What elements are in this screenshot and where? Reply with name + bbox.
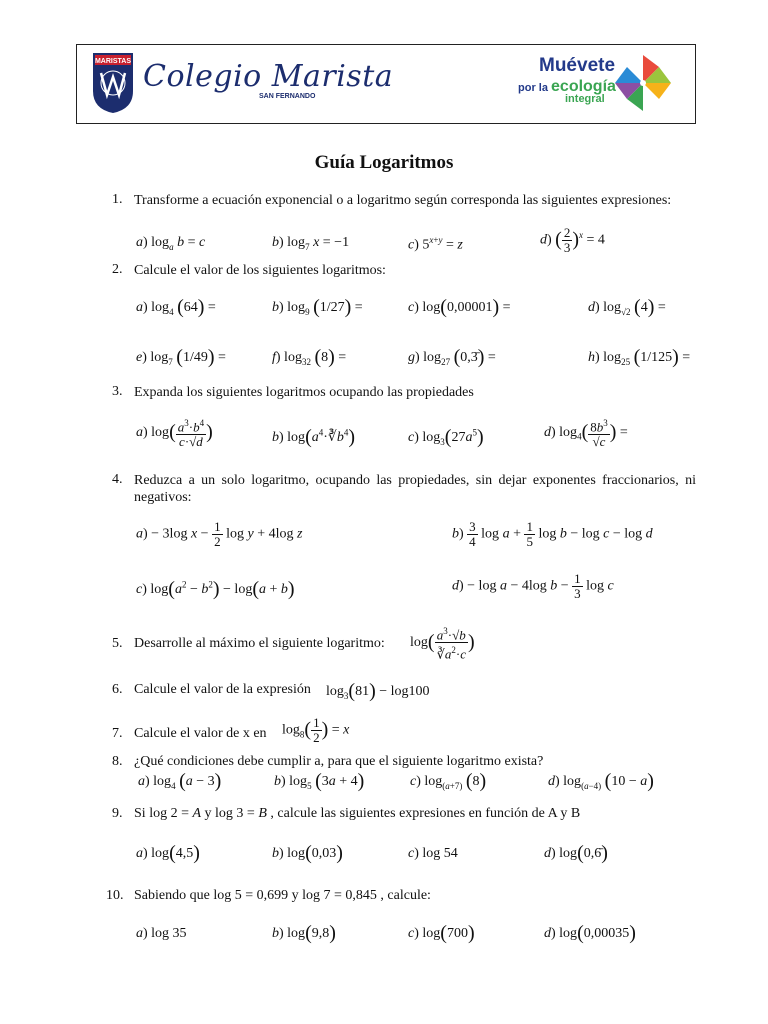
q8-number: 8. bbox=[112, 754, 123, 769]
q9-d: d) log(0,6̄) bbox=[544, 842, 608, 864]
q7-number: 7. bbox=[112, 726, 123, 741]
q1-a: a) $\log_a b = c$ bbox=[136, 235, 206, 252]
q2-h: h) $\log_{25} (1/125)$ = bbox=[588, 346, 691, 368]
page-title: Guía Logaritmos bbox=[314, 152, 454, 173]
campaign-line3: integral bbox=[565, 93, 605, 105]
q7-text: Calcule el valor de x en bbox=[134, 726, 267, 741]
school-name: Colegio Marista bbox=[143, 59, 394, 94]
q1-c: c) $5^{x+y} = z$ bbox=[408, 235, 463, 253]
q2-g: g) $\log_{27}$ (0,3̄) = bbox=[408, 346, 496, 368]
q8-text: ¿Qué condiciones debe cumplir a, para que el siguiente logaritmo exista? bbox=[134, 754, 544, 769]
q10-a: a) log 35 bbox=[136, 926, 187, 941]
q3-c: c) $\log_3(27a^5)$ bbox=[408, 426, 484, 448]
q2-a: a) $\log_4 (64)$ = bbox=[136, 296, 216, 318]
q6-text: Calcule el valor de la expresión bbox=[134, 682, 311, 697]
pinwheel-icon bbox=[613, 53, 673, 113]
q3-text: Expanda los siguientes logaritmos ocupando las propiedades bbox=[134, 385, 474, 400]
q4-number: 4. bbox=[112, 472, 123, 487]
q9-number: 9. bbox=[112, 806, 123, 821]
q10-d: d) log(0,00035) bbox=[544, 922, 636, 944]
q3-d: d) $\log_4$( $\frac{8b^3}{√c}$ ) = bbox=[544, 418, 628, 450]
q3-a: a) log( $\frac{a^3\cdot b^4}{c\cdot√d}$ ) bbox=[136, 418, 213, 450]
q7-expr: $\log_8$( $\frac{1}{2}$ ) = x bbox=[282, 715, 350, 745]
maristas-crest-logo bbox=[91, 51, 135, 115]
q2-b: b) $\log_9 (1/27)$ = bbox=[272, 296, 363, 318]
q1-d: d) ( $\frac{2}{3}$ )$^x$ = 4 bbox=[540, 225, 605, 255]
q4-b: b) $\frac{3}{4}$ log a + $\frac{1}{5}$ log b − log c − log d bbox=[452, 519, 653, 549]
q2-number: 2. bbox=[112, 262, 123, 277]
q8-b: b) $\log_5 (3a + 4)$ bbox=[274, 770, 365, 792]
q9-c: c) log 54 bbox=[408, 846, 458, 861]
q2-e: e) $\log_7 (1/49)$ = bbox=[136, 346, 226, 368]
q10-c: c) log(700) bbox=[408, 922, 475, 944]
q2-c: c) log(0,00001) = bbox=[408, 296, 511, 318]
q1-number: 1. bbox=[112, 192, 123, 207]
q6-number: 6. bbox=[112, 682, 123, 697]
q4-a: a) − 3log x − $\frac{1}{2}$ log y + 4log z bbox=[136, 519, 303, 549]
q8-a: a) $\log_4 (a - 3)$ bbox=[138, 770, 222, 792]
q2-f: f) $\log_{32} (8)$ = bbox=[272, 346, 347, 368]
q5-expr: log( $\frac{a^3\cdot√b}{∛a^2\cdot c}$ ) bbox=[410, 626, 475, 662]
q10-b: b) log(9,8) bbox=[272, 922, 336, 944]
q5-number: 5. bbox=[112, 636, 123, 651]
q8-c: c) $\log_{(a+7)} (8)$ bbox=[410, 770, 487, 792]
q1-text: Transforme a ecuación exponencial o a logaritmo según corresponda las siguientes expresiones: bbox=[134, 193, 672, 208]
q9-a: a) log(4,5) bbox=[136, 842, 200, 864]
school-subtitle: SAN FERNANDO bbox=[259, 93, 316, 100]
q9-line: Si log 2 = A y log 3 = B , calcule las siguientes expresiones en función de A y B bbox=[134, 806, 581, 821]
q5-text: Desarrolle al máximo el siguiente logaritmo: bbox=[134, 636, 385, 651]
header-box bbox=[76, 44, 696, 124]
q10-line: Sabiendo que log 5 = 0,699 y log 7 = 0,845 , calcule: bbox=[134, 888, 431, 903]
q4-text: Reduzca a un solo logaritmo, ocupando las propiedades, sin dejar exponentes fraccionarios, ni negativos: bbox=[134, 473, 696, 505]
q3-number: 3. bbox=[112, 384, 123, 399]
q9-b: b) log(0,03) bbox=[272, 842, 343, 864]
q4-d: d) − log a − 4log b − $\frac{1}{3}$ log c bbox=[452, 571, 614, 601]
campaign-line2: por la ecología bbox=[518, 78, 616, 95]
q4-c: c) $\log(a^2 - b^2) - \log(a + b)$ bbox=[136, 578, 295, 600]
campaign-title: Muévete bbox=[539, 55, 616, 76]
q2-d: d) $\log_{√2} (4)$ = bbox=[588, 296, 666, 318]
q8-d: d) $\log_{(a-4)} (10 - a)$ bbox=[548, 770, 654, 792]
svg-text:MARISTAS: MARISTAS bbox=[94, 58, 132, 65]
q1-b: b) $\log_7 x = -1$ bbox=[272, 235, 350, 252]
q2-text: Calcule el valor de los siguientes logaritmos: bbox=[134, 263, 386, 278]
q6-expr: $\log_3(81) - \log 100$ bbox=[326, 680, 430, 702]
q10-number: 10. bbox=[106, 888, 124, 903]
q3-b: b) $\log(a^4\cdot∛b^4)$ bbox=[272, 426, 355, 448]
